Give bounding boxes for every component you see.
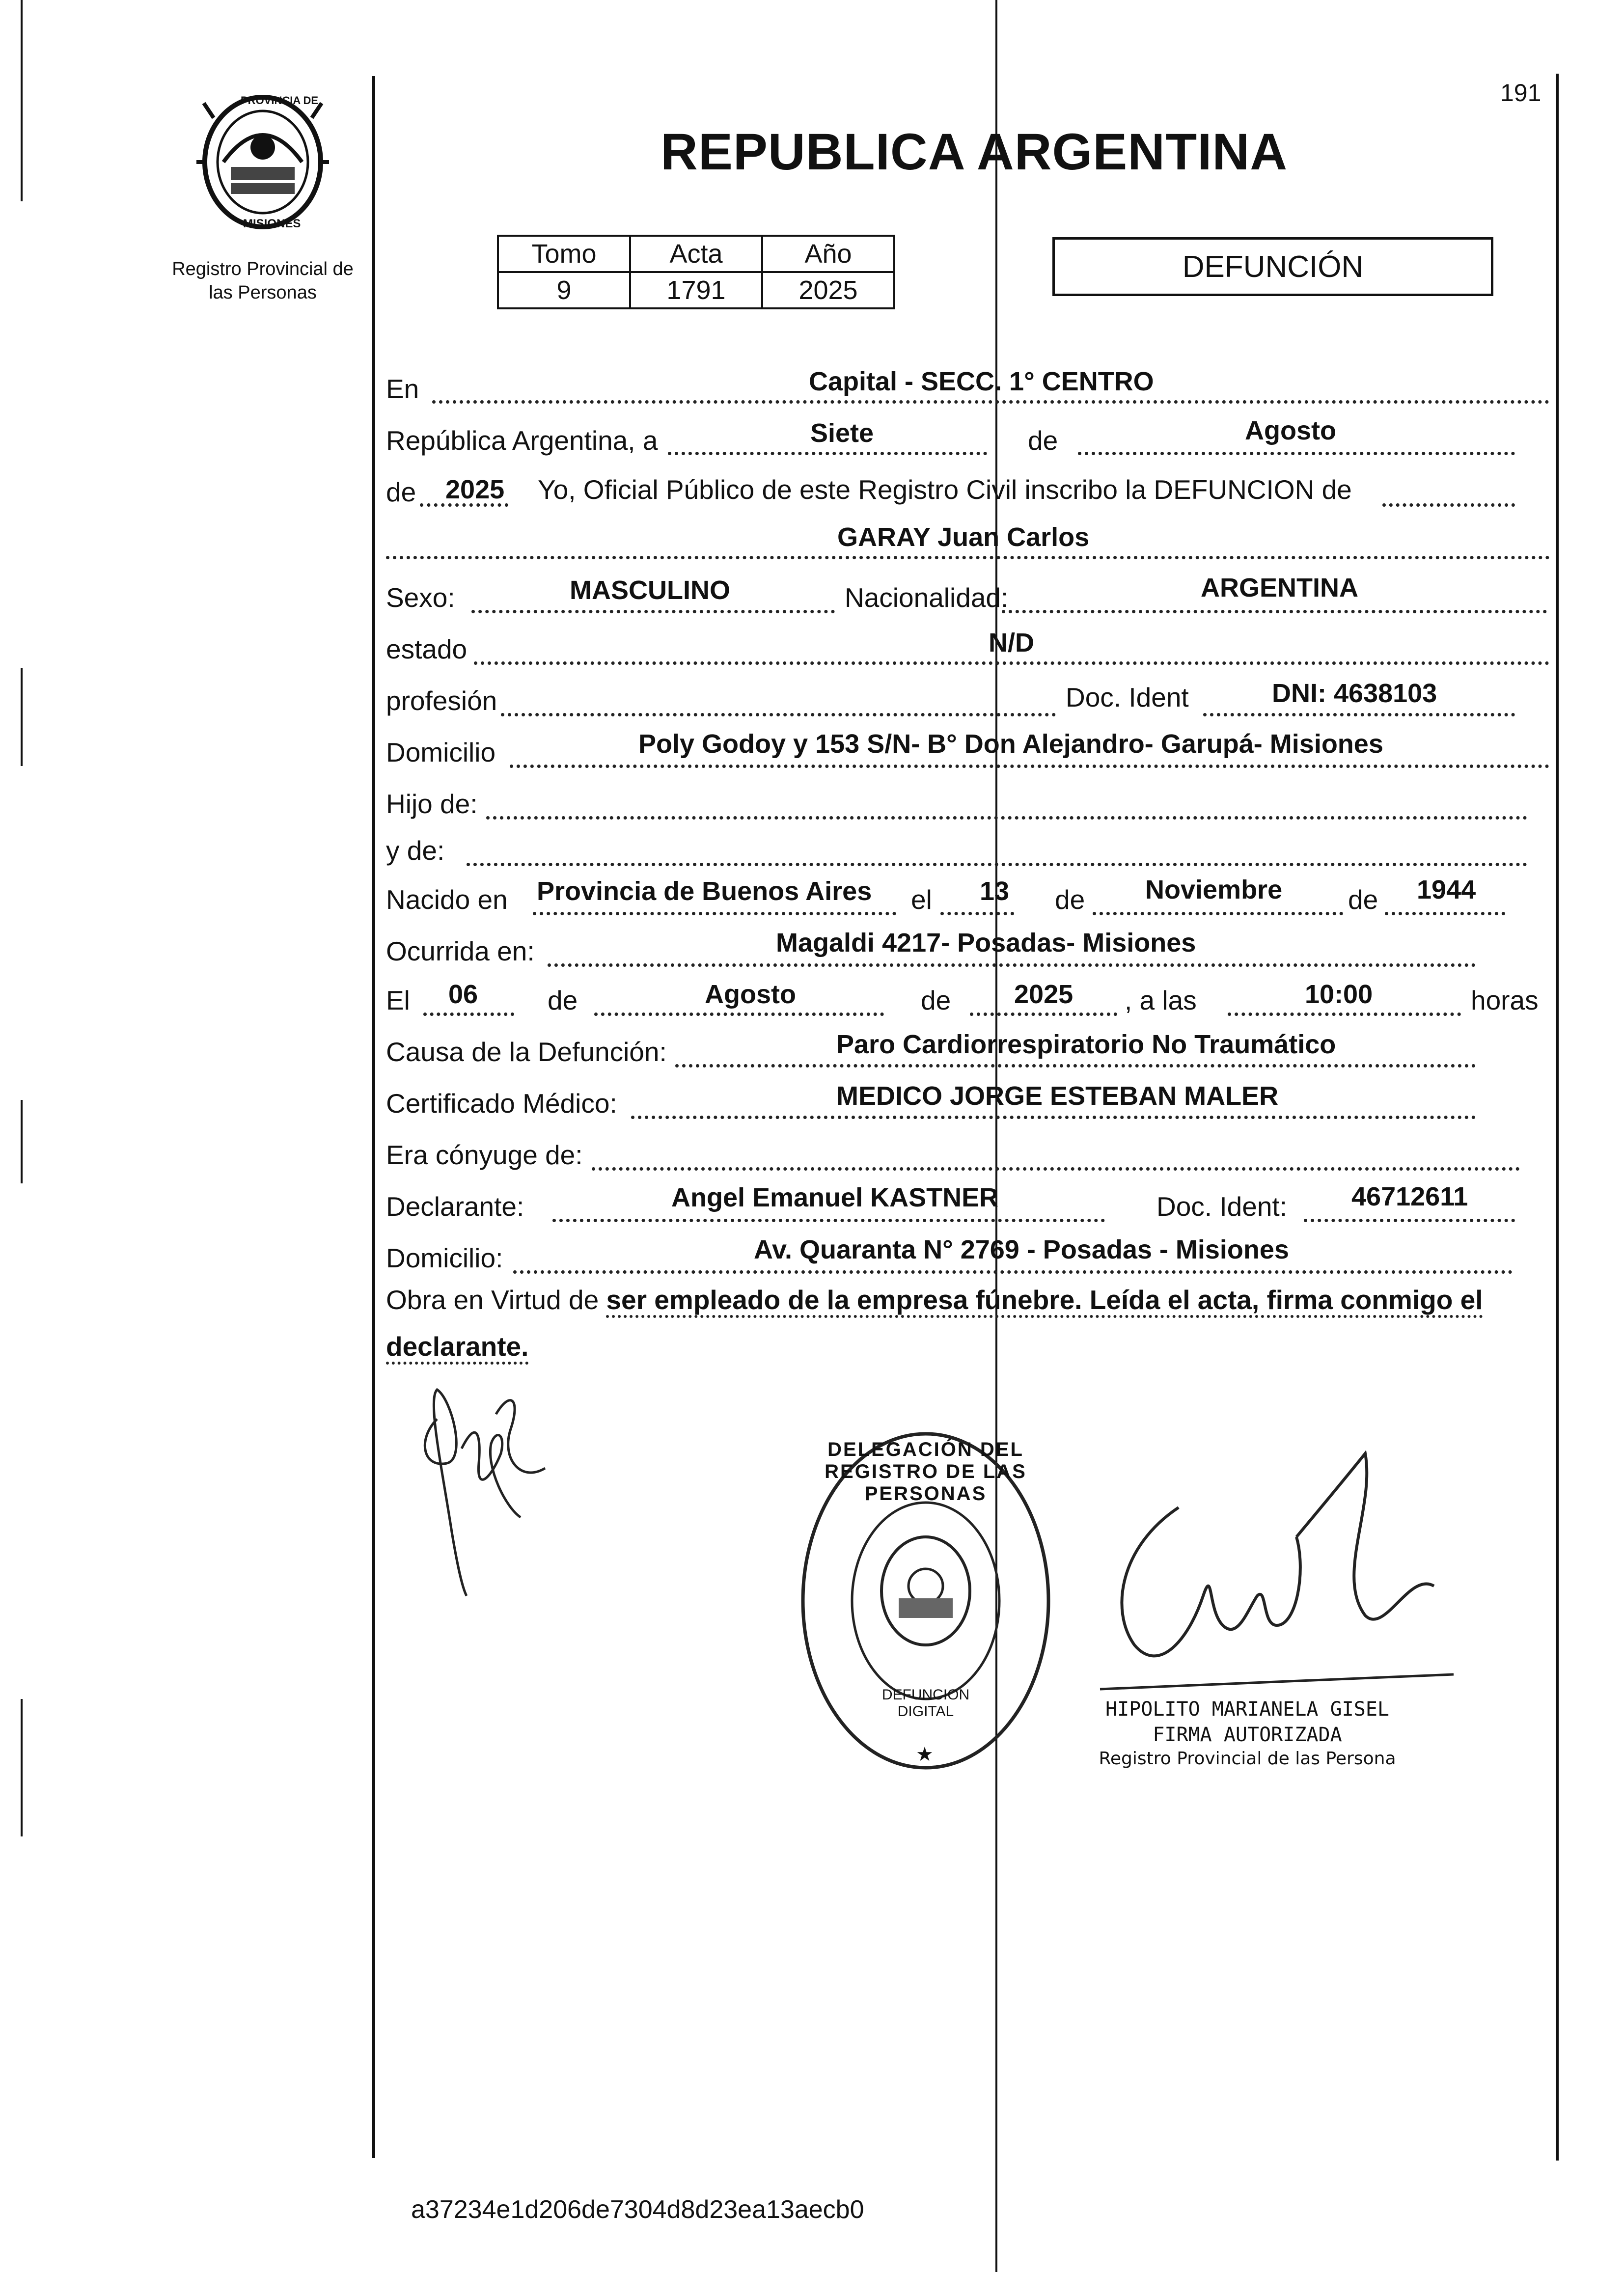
label-domicilio-2: Domicilio: [386, 1243, 503, 1273]
record-table [497, 235, 895, 309]
left-edge-mark [21, 1699, 23, 1836]
label-sexo: Sexo: [386, 582, 455, 613]
value-domicilio: Poly Godoy y 153 S/N- B° Don Alejandro- Garupá- Misiones [638, 729, 1383, 759]
line-causa [675, 1064, 1476, 1068]
label-de-5: de [548, 985, 578, 1015]
label-nacido-en: Nacido en [386, 884, 508, 915]
footer-hash: a37234e1d206de7304d8d23ea13aecb0 [411, 2195, 864, 2224]
label-conyuge: Era cónyuge de: [386, 1140, 583, 1170]
value-dia: Siete [810, 418, 874, 448]
label-estado: estado [386, 634, 468, 664]
line-hora [1228, 1013, 1461, 1016]
value-ocurrida-en: Magaldi 4217- Posadas- Misiones [776, 928, 1196, 958]
value-nombre: GARAY Juan Carlos [837, 522, 1090, 552]
value-estado: N/D [989, 628, 1034, 657]
seal-top-text: PROVINCIA DE [241, 94, 319, 107]
declarant-signature [408, 1370, 565, 1601]
label-doc-ident: Doc. Ident [1066, 682, 1189, 712]
line-nombre [386, 556, 1550, 559]
value-causa: Paro Cardiorrespiratorio No Traumático [836, 1030, 1336, 1059]
stamp-ring-text: DELEGACIÓN DEL REGISTRO DE LAS PERSONAS [825, 1439, 1027, 1505]
value-declarante-domicilio: Av. Quaranta N° 2769 - Posadas - Misiones [754, 1235, 1289, 1264]
value-fallec-mes: Agosto [705, 980, 796, 1009]
left-margin-line [372, 76, 375, 2158]
coat-of-arms-icon [194, 88, 331, 236]
value-anio: 2025 [445, 475, 505, 504]
label-de-6: de [921, 985, 951, 1015]
registry-caption-line2: las Personas [209, 282, 317, 303]
line-doc [1203, 713, 1515, 716]
obra-line-2 [386, 1331, 528, 1362]
label-causa: Causa de la Defunción: [386, 1037, 667, 1067]
line-profesion [501, 713, 1056, 716]
line-declarante-doc [1304, 1219, 1515, 1222]
label-republica: República Argentina, a [386, 425, 658, 456]
value-fallec-anio: 2025 [1014, 980, 1073, 1009]
label-horas: horas [1471, 985, 1539, 1015]
label-y-de: y de: [386, 835, 445, 866]
label-nacionalidad: Nacionalidad: [845, 582, 1009, 613]
left-edge-mark [21, 0, 23, 201]
record-type: DEFUNCIÓN [1182, 249, 1364, 284]
line-lugar [432, 400, 1549, 404]
line-estado [474, 661, 1549, 665]
label-el-cap: El [386, 985, 410, 1015]
value-nacido-anio: 1944 [1417, 875, 1476, 904]
signatory-org: Registro Provincial de las Persona [1099, 1749, 1396, 1769]
line-nacido-dia [940, 912, 1014, 915]
value-lugar: Capital - SECC. 1° CENTRO [809, 367, 1154, 396]
signatory-name: HIPOLITO MARIANELA GISEL [1105, 1698, 1389, 1721]
left-edge-mark [21, 1100, 23, 1183]
line-conyuge [592, 1167, 1520, 1171]
seal-bottom-text: MISIONES [243, 217, 301, 230]
value-declarante: Angel Emanuel KASTNER [671, 1183, 999, 1212]
line-nacido-anio [1385, 912, 1505, 915]
registry-caption [147, 258, 378, 304]
line-fallec-dia [423, 1013, 514, 1016]
obra-line-1 [386, 1284, 1483, 1315]
line-nacido-en [533, 912, 896, 915]
fold-line [995, 0, 997, 2272]
label-obra: Obra en Virtud de [386, 1285, 599, 1315]
official-stamp [798, 1429, 1053, 1773]
value-obra-line2: declarante. [386, 1331, 528, 1365]
acta-value: 1791 [630, 272, 762, 308]
label-hijo-de: Hijo de: [386, 789, 478, 819]
tomo-value: 9 [498, 272, 630, 308]
value-certificado: MEDICO JORGE ESTEBAN MALER [836, 1081, 1279, 1111]
value-obra-line1: ser empleado de la empresa fúnebre. Leída el acta, firma conmigo el [606, 1285, 1483, 1318]
right-margin-line [1556, 74, 1559, 2161]
handwritten-signature-icon [408, 1370, 565, 1601]
acta-header: Acta [630, 236, 762, 272]
label-de-3: de [1055, 884, 1085, 915]
anio-value: 2025 [762, 272, 894, 308]
label-a-las: , a las [1125, 985, 1197, 1015]
line-domicilio [510, 765, 1549, 768]
label-declarante: Declarante: [386, 1191, 524, 1222]
line-domicilio-2 [513, 1270, 1513, 1274]
value-nacido-en: Provincia de Buenos Aires [537, 876, 872, 906]
line-hijo-de [486, 816, 1527, 820]
label-el: el [911, 884, 932, 915]
tomo-header: Tomo [498, 236, 630, 272]
line-y-de [467, 863, 1527, 866]
line-fallec-mes [594, 1013, 884, 1016]
left-edge-mark [21, 668, 23, 766]
line-certificado [631, 1116, 1476, 1119]
value-nacionalidad: ARGENTINA [1201, 573, 1358, 602]
value-declarante-doc: 46712611 [1351, 1182, 1468, 1211]
label-certificado: Certificado Médico: [386, 1088, 617, 1119]
line-tail-yo [1382, 503, 1515, 507]
line-declarante [552, 1219, 1105, 1222]
signatory-role: FIRMA AUTORIZADA [1153, 1724, 1342, 1746]
record-table-header-row [498, 236, 894, 272]
label-de-1: de [1028, 425, 1058, 456]
label-ocurrida-en: Ocurrida en: [386, 936, 535, 966]
handwritten-signature-icon [1090, 1449, 1463, 1699]
value-nacido-mes: Noviembre [1145, 875, 1283, 904]
anio-header: Año [762, 236, 894, 272]
label-domicilio: Domicilio [386, 737, 496, 767]
value-sexo: MASCULINO [570, 575, 730, 605]
value-nacido-dia: 13 [980, 876, 1010, 906]
page-number: 191 [1500, 79, 1541, 107]
line-dia [668, 452, 987, 455]
line-nacido-mes [1093, 912, 1343, 915]
value-fallec-dia: 06 [448, 980, 478, 1009]
misiones-seal [194, 88, 331, 236]
line-fallec-anio [970, 1013, 1117, 1016]
line-nacionalidad [1002, 610, 1547, 613]
label-de-4: de [1348, 884, 1378, 915]
line-sexo [471, 610, 835, 613]
label-profesion: profesión [386, 685, 497, 716]
record-table-value-row [498, 272, 894, 308]
label-de-2: de [386, 477, 416, 507]
stamp-inner-text: DEFUNCION DIGITAL [881, 1687, 970, 1720]
record-type-box [1052, 237, 1493, 296]
label-doc-ident-2: Doc. Ident: [1156, 1191, 1287, 1222]
line-ocurrida-en [548, 963, 1476, 967]
value-hora: 10:00 [1305, 980, 1373, 1009]
label-yo: Yo, Oficial Público de este Registro Civil inscribo la DEFUNCION de [538, 474, 1352, 505]
registry-caption-line1: Registro Provincial de [172, 259, 354, 279]
value-mes: Agosto [1245, 416, 1336, 445]
label-en: En [386, 374, 419, 404]
value-doc: DNI: 4638103 [1272, 679, 1437, 708]
official-signature [1090, 1449, 1463, 1699]
stamp-star: ★ [916, 1744, 934, 1765]
document-title: REPUBLICA ARGENTINA [661, 123, 1288, 181]
line-mes [1078, 452, 1515, 455]
signature-block [1090, 1697, 1404, 1771]
